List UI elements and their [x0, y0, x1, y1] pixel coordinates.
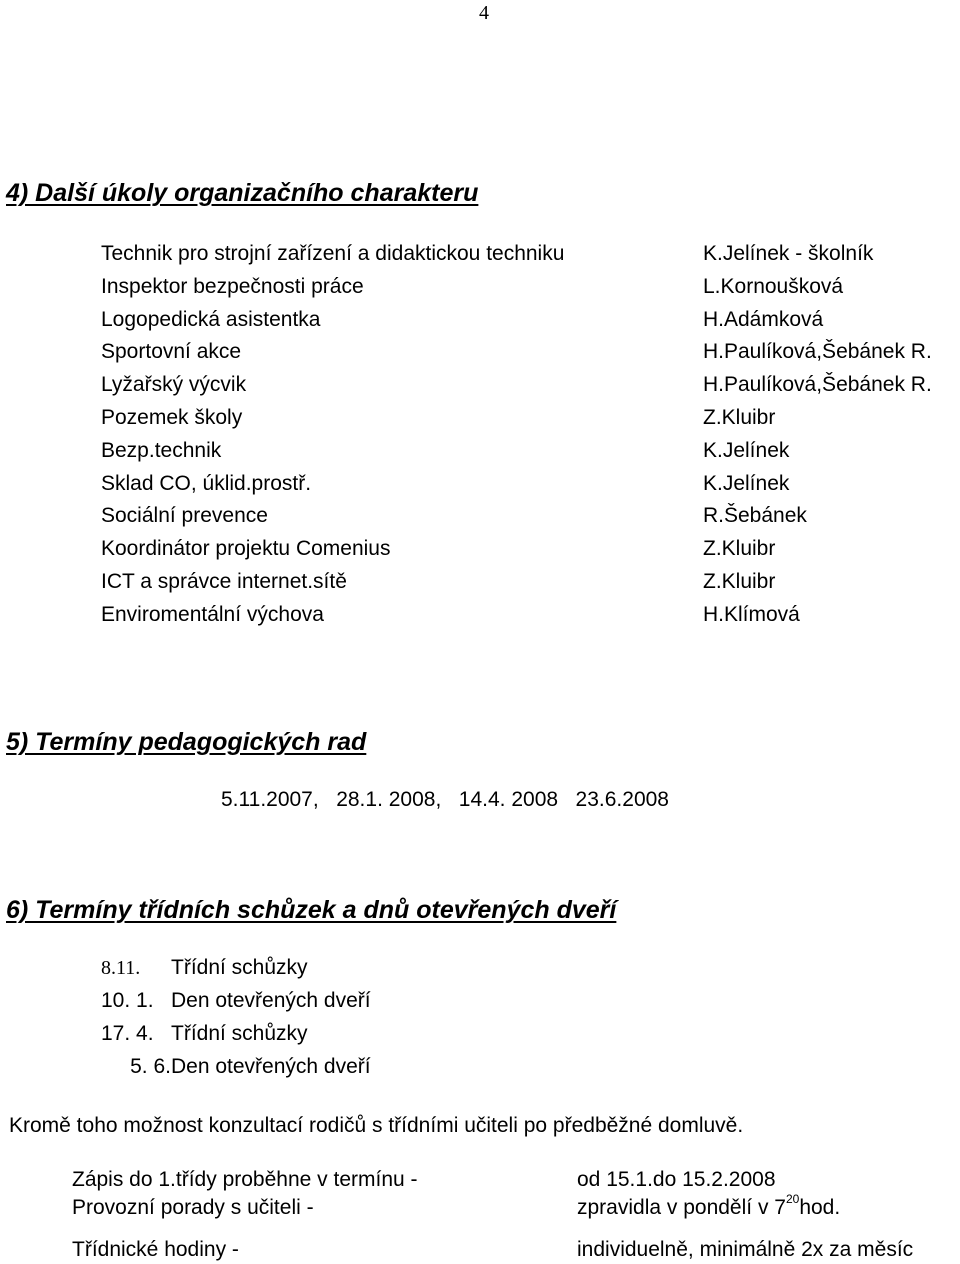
duty-person: L.Kornoušková — [703, 274, 844, 298]
duty-task: Enviromentální výchova — [101, 602, 324, 626]
duty-task: Sportovní akce — [101, 340, 242, 364]
duty-row — [0, 504, 960, 537]
duty-task: Koordinátor projektu Comenius — [101, 537, 391, 561]
duty-task: Bezp.technik — [101, 438, 222, 462]
duty-row — [0, 406, 960, 439]
duty-person: R.Šebánek — [703, 504, 807, 528]
duty-row — [0, 373, 960, 406]
duty-task: Technik pro strojní zařízení a didaktickou techniku — [101, 242, 565, 265]
duty-task: Lyžařský výcvik — [101, 373, 247, 397]
duty-person: Z.Kluibr — [703, 570, 776, 593]
duty-person: Z.Kluibr — [703, 406, 776, 429]
duty-person: H.Paulíková,Šebánek R. — [703, 373, 932, 397]
schedule-date: 5. 6. — [130, 1055, 171, 1078]
schedule-date: 8.11. — [101, 957, 141, 979]
section-6-heading: 6) Termíny třídních schůzek a dnů otevřených dveří — [6, 896, 617, 924]
duty-person: K.Jelínek - školník — [703, 242, 874, 265]
duty-row — [0, 570, 960, 603]
enrollment-label: Zápis do 1.třídy proběhne v termínu - — [72, 1168, 418, 1191]
duty-task: Inspektor bezpečnosti práce — [101, 274, 364, 298]
schedule-date: 10. 1. — [101, 989, 154, 1012]
class-hours-label: Třídnické hodiny - — [72, 1238, 239, 1261]
duty-row — [0, 537, 960, 570]
duty-task: ICT a správce internet.sítě — [101, 570, 347, 593]
schedule-item — [101, 956, 308, 980]
schedule-label: Třídní schůzky — [171, 1022, 308, 1045]
duty-person: Z.Kluibr — [703, 537, 776, 561]
meeting-dates: 5.11.2007, 28.1. 2008, 14.4. 2008 23.6.2008 — [221, 788, 669, 811]
duty-row — [0, 242, 960, 275]
duty-row — [0, 275, 960, 308]
duty-task: Sociální prevence — [101, 504, 268, 528]
duty-row — [0, 439, 960, 472]
duty-person: H.Paulíková,Šebánek R. — [703, 340, 932, 364]
time-superscript: 20 — [785, 1192, 800, 1206]
duty-person: H.Adámková — [703, 307, 824, 331]
duty-person: K.Jelínek — [703, 438, 790, 462]
consultation-note: Kromě toho možnost konzultací rodičů s třídními učiteli po předběžné domluvě. — [9, 1114, 744, 1137]
duty-row — [0, 308, 960, 341]
schedule-label: Třídní schůzky — [171, 956, 308, 979]
duty-person: H.Klímová — [703, 602, 800, 626]
meetings-value: zpravidla v pondělí v $7^{20}hod$. — [577, 1192, 841, 1219]
schedule-item — [101, 1022, 308, 1046]
schedule-item — [101, 989, 371, 1013]
duty-task: Pozemek školy — [101, 406, 243, 429]
schedule-item — [101, 1055, 371, 1079]
duty-row — [0, 472, 960, 505]
duty-task: Logopedická asistentka — [101, 307, 321, 331]
duty-person: K.Jelínek — [703, 471, 790, 495]
page-number: 4 — [479, 2, 489, 24]
meetings-label: Provozní porady s učiteli - — [72, 1196, 314, 1219]
schedule-label: Den otevřených dveří — [171, 989, 371, 1012]
enrollment-value: od 15.1.do 15.2.2008 — [577, 1168, 776, 1191]
section-5-heading: 5) Termíny pedagogických rad — [6, 728, 367, 756]
duty-row — [0, 340, 960, 373]
duty-row — [0, 603, 960, 636]
section-4-heading: 4) Další úkoly organizačního charakteru — [6, 179, 479, 207]
schedule-date: 17. 4. — [101, 1022, 154, 1045]
schedule-label: Den otevřených dveří — [171, 1055, 371, 1078]
duty-task: Sklad CO, úklid.prostř. — [101, 471, 312, 495]
class-hours-value: individuelně, minimálně 2x za měsíc — [577, 1238, 914, 1261]
